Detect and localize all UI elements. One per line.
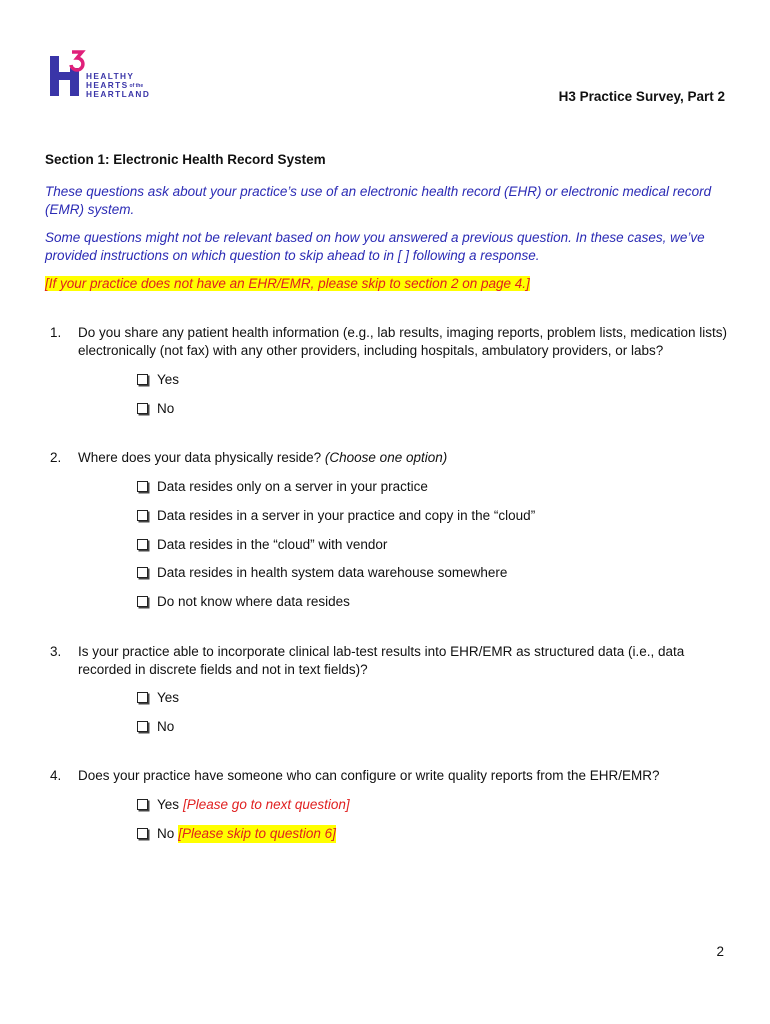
option-label: Data resides only on a server in your practice: [157, 479, 428, 494]
question-text-wrap: [78, 449, 730, 467]
checkbox-icon[interactable]: [137, 481, 148, 492]
checkbox-icon[interactable]: [137, 596, 148, 607]
question-number: 2.: [50, 450, 62, 465]
q3-option-yes[interactable]: [137, 689, 179, 707]
q3-option-no[interactable]: [137, 718, 174, 736]
option-label: Yes: [157, 372, 180, 387]
option-label: Data resides in health system data warehouse somewhere: [157, 565, 508, 580]
q2-option-5[interactable]: [137, 593, 350, 611]
option-label: No: [157, 826, 175, 841]
checkbox-icon[interactable]: [137, 374, 148, 385]
question-text: Does your practice have someone who can configure or write quality reports from the EHR/EMR?: [78, 768, 660, 783]
logo-line-of-the: of the: [129, 82, 144, 89]
option-label: No: [157, 401, 175, 416]
option-label: Data resides in the “cloud” with vendor: [157, 537, 388, 552]
q1-option-yes[interactable]: [137, 371, 179, 389]
question-text: Is your practice able to incorporate clinical lab-test results into EHR/EMR as structured data (i.e., data recorded in discrete fields and not in text fields)?: [78, 644, 685, 677]
question-hint: (Choose one option): [324, 450, 448, 465]
checkbox-icon[interactable]: [137, 721, 148, 732]
q2-option-4[interactable]: [137, 564, 507, 582]
option-label: No: [157, 719, 175, 734]
q4-option-yes[interactable]: [137, 796, 350, 814]
question-number: 4.: [50, 768, 62, 783]
question-4: [50, 767, 730, 785]
question-3: [50, 643, 730, 679]
question-text: Where does your data physically reside?: [78, 450, 322, 465]
q2-option-3[interactable]: [137, 536, 387, 554]
q2-option-1[interactable]: [137, 478, 428, 496]
q1-option-no[interactable]: [137, 400, 174, 418]
checkbox-icon[interactable]: [137, 539, 148, 550]
skip-note-highlight: [If your practice does not have an EHR/EMR, please skip to section 2 on page 4.]: [45, 276, 530, 291]
checkbox-icon[interactable]: [137, 403, 148, 414]
section-intro-1: These questions ask about your practice’s use of an electronic health record (EHR) or electronic medical record (EMR) system.: [45, 184, 712, 217]
option-label: Do not know where data resides: [157, 594, 350, 609]
h3-logo-mark: [50, 50, 86, 96]
question-number: 1.: [50, 325, 62, 340]
option-instruction: [Please skip to question 6]: [178, 826, 336, 841]
option-instruction: [Please go to next question]: [183, 797, 350, 812]
section-intro-2: Some questions might not be relevant based on how you answered a previous question. In these cases, we’ve provided instructions on which question to skip ahead to in [ ] following a response.: [45, 230, 705, 263]
q4-option-no[interactable]: [137, 825, 336, 843]
checkbox-icon[interactable]: [137, 510, 148, 521]
section-title: Section 1: Electronic Health Record System: [45, 152, 326, 167]
question-number: 3.: [50, 644, 62, 659]
question-2: [50, 449, 730, 467]
checkbox-icon[interactable]: [137, 567, 148, 578]
q2-option-2[interactable]: [137, 507, 535, 525]
question-text: Do you share any patient health information (e.g., lab results, imaging reports, problem lists, medication lists) electronically (not fax) with any other providers, including hospitals, ambulatory providers, or labs?: [78, 325, 728, 358]
checkbox-icon[interactable]: [137, 828, 148, 839]
section-skip-note: [45, 275, 530, 293]
logo-wordmark: [86, 72, 150, 99]
question-1: [50, 324, 730, 360]
option-label: Data resides in a server in your practice and copy in the “cloud”: [157, 508, 536, 523]
h3-logo: [50, 50, 160, 98]
option-label: Yes: [157, 797, 180, 812]
document-title: H3 Practice Survey, Part 2: [558, 89, 725, 104]
checkbox-icon[interactable]: [137, 799, 148, 810]
logo-line-4: HEARTLAND: [86, 89, 151, 100]
option-label: Yes: [157, 690, 180, 705]
checkbox-icon[interactable]: [137, 692, 148, 703]
page-number: 2: [716, 944, 724, 959]
logo-line-2: HEARTSof the: [86, 79, 144, 90]
logo-line-1: HEALTHY: [86, 71, 135, 81]
